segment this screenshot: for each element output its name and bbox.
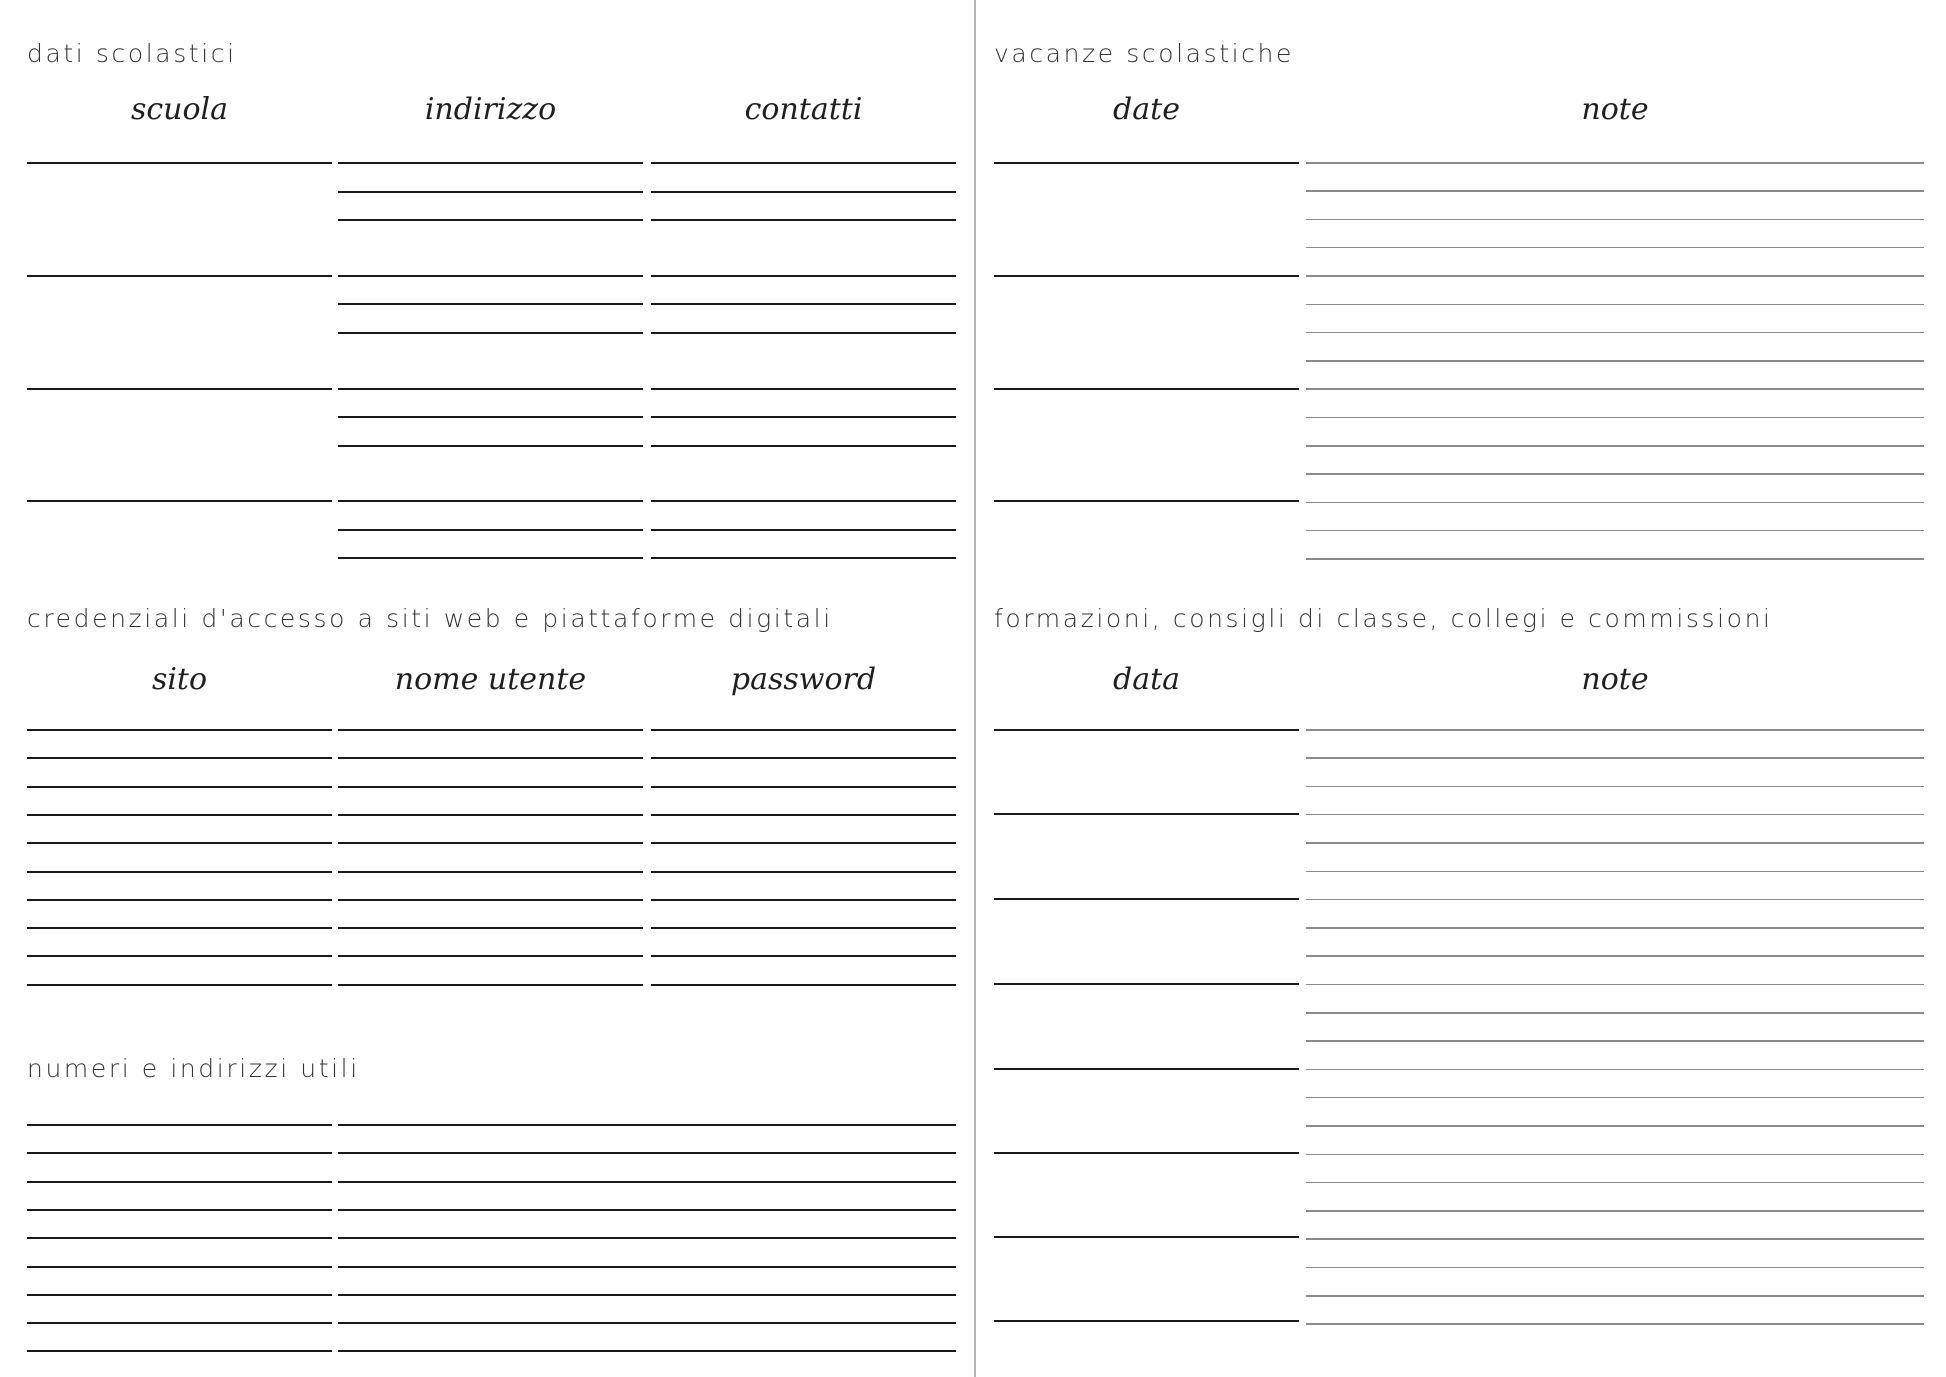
dates-column-header: date [1113,92,1180,127]
writing-line [338,219,643,221]
writing-line [27,1124,332,1126]
writing-line [994,898,1299,900]
username-column-header: nome utente [394,662,587,697]
writing-line [338,984,643,986]
writing-line [1306,1182,1924,1184]
writing-line [651,191,956,193]
writing-line [1306,502,1924,504]
writing-line [1306,1267,1924,1269]
writing-line [1306,530,1924,532]
writing-line [338,1152,956,1154]
writing-line [27,1350,332,1352]
password-column-header: password [730,662,877,697]
writing-line [1306,445,1924,447]
writing-line [1306,899,1924,901]
writing-line [338,955,643,957]
writing-line [27,955,332,957]
contacts-column-header: contatti [744,92,863,127]
writing-line [338,303,643,305]
writing-line [338,1266,956,1268]
writing-line [27,899,332,901]
writing-line [338,786,643,788]
writing-line [1306,984,1924,986]
writing-line [27,984,332,986]
writing-line [1306,247,1924,249]
writing-line [1306,558,1924,560]
writing-line [1306,1210,1924,1212]
writing-line [994,1320,1299,1322]
writing-line [27,388,332,390]
writing-line [651,275,956,277]
writing-line [27,842,332,844]
writing-line [651,162,956,164]
writing-line [27,1237,332,1239]
writing-line [1306,360,1924,362]
writing-line [338,529,643,531]
writing-line [1306,1295,1924,1297]
writing-line [1306,927,1924,929]
writing-line [651,332,956,334]
writing-line [1306,729,1924,731]
writing-line [1306,1012,1924,1014]
writing-line [1306,1069,1924,1071]
writing-line [651,303,956,305]
writing-line [338,275,643,277]
writing-line [651,842,956,844]
writing-line [994,983,1299,985]
writing-line [338,388,643,390]
writing-line [338,1181,956,1183]
writing-line [651,529,956,531]
writing-line [338,500,643,502]
writing-line [27,1322,332,1324]
writing-line [1306,1323,1924,1325]
writing-line [338,871,643,873]
writing-line [651,786,956,788]
credentials-title: credenziali d'accesso a siti web e piattaforme digitali [27,604,833,633]
writing-line [994,275,1299,277]
writing-line [1306,1040,1924,1042]
writing-line [1306,1238,1924,1240]
writing-line [651,899,956,901]
writing-line [1306,1125,1924,1127]
writing-line [338,1322,956,1324]
writing-line [651,388,956,390]
writing-line [651,729,956,731]
date-column-header: data [1112,662,1181,697]
writing-line [27,1266,332,1268]
writing-line [651,927,956,929]
writing-line [1306,473,1924,475]
writing-line [651,500,956,502]
writing-line [338,1350,956,1352]
writing-line [27,757,332,759]
site-column-header: sito [151,662,208,697]
writing-line [27,786,332,788]
writing-line [27,162,332,164]
writing-line [651,416,956,418]
writing-line [27,1152,332,1154]
page-divider [974,0,976,1377]
writing-line [1306,304,1924,306]
writing-line [338,814,643,816]
writing-line [338,757,643,759]
writing-line [1306,417,1924,419]
writing-line [338,927,643,929]
writing-line [27,500,332,502]
writing-line [338,1237,956,1239]
writing-line [1306,332,1924,334]
writing-line [338,332,643,334]
writing-line [994,162,1299,164]
writing-line [994,1236,1299,1238]
writing-line [651,219,956,221]
holiday-notes-column-header: note [1581,92,1649,127]
writing-line [338,1209,956,1211]
writing-line [651,557,956,559]
school-data-title: dati scolastici [27,39,237,68]
writing-line [1306,190,1924,192]
writing-line [1306,219,1924,221]
writing-line [651,757,956,759]
writing-line [651,984,956,986]
writing-line [651,955,956,957]
writing-line [994,1152,1299,1154]
writing-line [1306,388,1924,390]
writing-line [1306,955,1924,957]
writing-line [338,729,643,731]
writing-line [1306,814,1924,816]
writing-line [27,1209,332,1211]
writing-line [994,500,1299,502]
writing-line [994,813,1299,815]
writing-line [338,842,643,844]
writing-line [1306,842,1924,844]
writing-line [1306,786,1924,788]
writing-line [1306,1097,1924,1099]
address-column-header: indirizzo [424,92,557,127]
writing-line [338,191,643,193]
writing-line [338,899,643,901]
writing-line [27,1181,332,1183]
writing-line [27,871,332,873]
writing-line [994,1068,1299,1070]
writing-line [1306,757,1924,759]
writing-line [1306,1154,1924,1156]
writing-line [338,1124,956,1126]
writing-line [994,729,1299,731]
writing-line [651,445,956,447]
writing-line [27,814,332,816]
writing-line [338,162,643,164]
writing-line [651,814,956,816]
useful-numbers-title: numeri e indirizzi utili [27,1054,360,1083]
writing-line [27,1294,332,1296]
school-column-header: scuola [130,92,229,127]
writing-line [27,927,332,929]
writing-line [27,275,332,277]
writing-line [1306,275,1924,277]
writing-line [1306,162,1924,164]
writing-line [338,557,643,559]
writing-line [338,445,643,447]
writing-line [651,871,956,873]
writing-line [1306,871,1924,873]
writing-line [27,729,332,731]
writing-line [338,416,643,418]
writing-line [994,388,1299,390]
school-holidays-title: vacanze scolastiche [994,39,1294,68]
meeting-notes-column-header: note [1581,662,1649,697]
writing-line [338,1294,956,1296]
meetings-title: formazioni, consigli di classe, collegi e commissioni [994,604,1773,633]
